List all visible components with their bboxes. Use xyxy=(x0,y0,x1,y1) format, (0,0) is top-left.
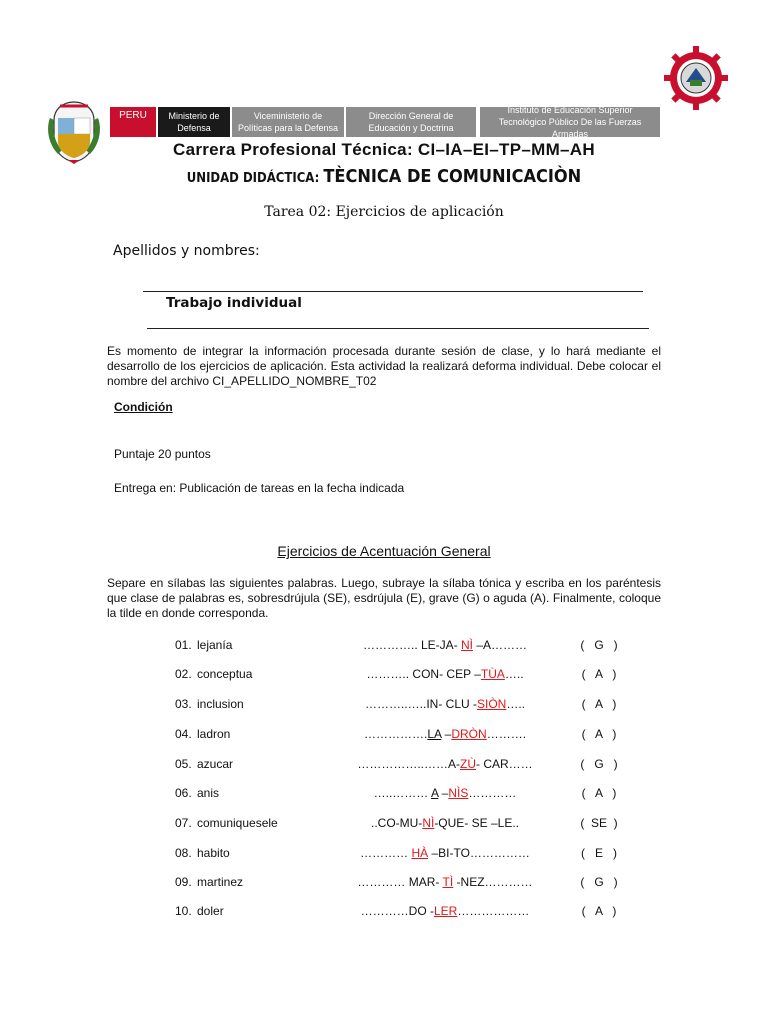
exercise-word: martinez xyxy=(197,875,244,889)
section-title: Ejercicios de Acentuación General xyxy=(277,543,491,559)
exercise-number: 10. xyxy=(175,904,192,918)
exercise-row xyxy=(0,727,768,743)
divider-line xyxy=(147,328,649,329)
exercise-class: ( A ) xyxy=(581,727,617,741)
header-instituto: Instituto de Educación Superior Tecnológico Público De las Fuerzas Armadas xyxy=(480,107,660,137)
institute-gear-logo xyxy=(664,46,728,110)
tonic-syllable: ZÙ xyxy=(460,757,476,771)
exercise-row xyxy=(0,638,768,654)
header-ministerio: Ministerio de Defensa xyxy=(158,107,230,137)
exercise-row xyxy=(0,875,768,891)
exercise-class: ( A ) xyxy=(581,904,617,918)
exercise-answer: ………… HÀ –BI-TO…………… xyxy=(360,846,530,860)
tonic-syllable: NÌS xyxy=(448,786,469,800)
tonic-syllable: TÙA xyxy=(480,667,505,681)
exercise-word: doler xyxy=(197,904,224,918)
exercise-class: ( A ) xyxy=(581,786,617,800)
exercise-answer: …………….LA –DRÒN………. xyxy=(363,727,527,741)
exercise-answer: …………DO -LER……………… xyxy=(360,904,530,918)
name-line xyxy=(143,291,643,292)
exercise-answer: …..……… A –NÌS………… xyxy=(373,786,517,800)
exercise-word: ladron xyxy=(197,727,231,741)
exercise-class: ( G ) xyxy=(580,875,618,889)
exercise-answer: ……………..……A-ZÙ- CAR…… xyxy=(357,757,533,771)
trabajo-label: Trabajo individual xyxy=(166,295,302,311)
exercise-word: anis xyxy=(197,786,220,800)
unidad-label: UNIDAD DIDÁCTICA: xyxy=(186,171,320,186)
exercise-answer: ………….. LE-JA- NÌ –A……… xyxy=(362,638,528,652)
exercise-row xyxy=(0,846,768,862)
exercise-word: conceptua xyxy=(197,667,253,681)
exercise-number: 02. xyxy=(175,667,192,681)
exercise-word: inclusion xyxy=(197,697,244,711)
tonic-syllable: LER xyxy=(434,904,458,918)
unidad-value: TÈCNICA DE COMUNICACIÒN xyxy=(323,166,582,187)
exercise-class: ( A ) xyxy=(581,667,617,681)
condicion-heading: Condición xyxy=(114,400,173,414)
exercise-number: 07. xyxy=(175,816,192,830)
tonic-syllable: DRÒN xyxy=(451,727,487,741)
carrera-title: Carrera Profesional Técnica: CI–IA–EI–TP–MM–AH xyxy=(173,140,595,159)
puntaje-text: Puntaje 20 puntos xyxy=(114,447,211,461)
exercise-class: ( SE ) xyxy=(580,816,618,830)
tonic-syllable: TÌ xyxy=(442,875,454,889)
header-direccion: Dirección General de Educación y Doctrina xyxy=(346,107,476,137)
exercise-answer: ………… MAR- TÌ -NEZ………… xyxy=(357,875,533,889)
exercise-row xyxy=(0,697,768,713)
entrega-text: Entrega en: Publicación de tareas en la fecha indicada xyxy=(114,481,405,495)
header-peru: PERU xyxy=(110,107,156,137)
exercise-number: 04. xyxy=(175,727,192,741)
exercise-number: 06. xyxy=(175,786,192,800)
exercise-number: 03. xyxy=(175,697,192,711)
exercise-row xyxy=(0,757,768,773)
exercise-number: 05. xyxy=(175,757,192,771)
header-viceministerio: Viceministerio de Políticas para la Defensa xyxy=(232,107,344,137)
exercise-row xyxy=(0,786,768,802)
exercise-class: ( A ) xyxy=(581,697,617,711)
apellidos-label: Apellidos y nombres: xyxy=(113,243,260,259)
exercise-class: ( G ) xyxy=(580,638,618,652)
instructions-paragraph: Separe en sílabas las siguientes palabras. Luego, subraye la sílaba tónica y escriba en los paréntesis que clase de palabras es, sobresdrújula (SE), esdrújula (E), grave (G) o aguda (A). Finalmente, coloque la tilde en donde corresponda. xyxy=(107,576,661,620)
tonic-syllable: HÀ xyxy=(411,846,429,860)
exercise-row xyxy=(0,904,768,920)
tonic-syllable: NÌ xyxy=(461,638,473,652)
exercise-class: ( E ) xyxy=(581,846,617,860)
exercise-word: comuniquesele xyxy=(197,816,278,830)
intro-paragraph: Es momento de integrar la información procesada durante sesión de clase, y lo hará mediante el desarrollo de los ejercicios de aplicación. Esta actividad la realizará deforma individual. Debe colocar el nombre del archivo CI_APELLIDO_NOMBRE_T02 xyxy=(107,344,661,388)
exercise-word: habito xyxy=(197,846,230,860)
tonic-syllable: NÌ xyxy=(422,816,435,830)
exercise-word: lejanía xyxy=(197,638,233,652)
exercise-row xyxy=(0,816,768,832)
exercise-answer: ..CO-MU-NÌ-QUE- SE –LE.. xyxy=(370,816,520,830)
exercise-answer: ……….. CON- CEP –TÙA….. xyxy=(366,667,524,681)
exercise-number: 09. xyxy=(175,875,192,889)
exercise-answer: ………..…..IN- CLU -SIÒN….. xyxy=(364,697,526,711)
exercise-number: 01. xyxy=(175,638,192,652)
exercise-row xyxy=(0,667,768,683)
exercise-class: ( G ) xyxy=(580,757,618,771)
exercise-number: 08. xyxy=(175,846,192,860)
exercise-word: azucar xyxy=(197,757,234,771)
unidad-title xyxy=(0,166,768,187)
tarea-title: Tarea 02: Ejercicios de aplicación xyxy=(264,204,504,220)
tonic-syllable: SIÒN xyxy=(477,697,507,711)
